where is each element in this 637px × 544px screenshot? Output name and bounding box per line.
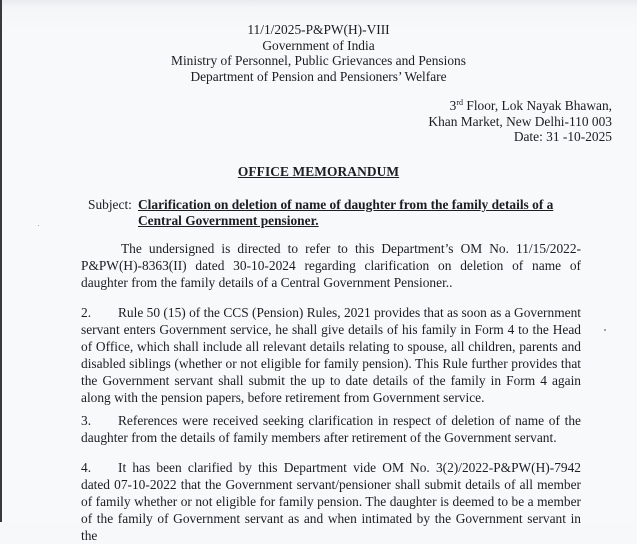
paragraph-text: Rule 50 (15) of the CCS (Pension) Rules, 2021 provides that as soon as a Government servant enters Government service, he shall give details of his family in Form 4 to the Head of Office, which shall include all relevant details relating to spouse, all children, parents and disabled siblings (whether or not eligible for family pension). This Rule further provides that the Government servant shall submit the up to date details of the family in Form 4 again along with the pension papers, before retirement from Government service. bbox=[81, 305, 581, 405]
paragraph-number: 3. bbox=[81, 413, 92, 428]
subject-text: Clarification on deletion of name of daughter from the family details of a Central Government pensioner. bbox=[138, 197, 554, 228]
paragraph-4 bbox=[81, 459, 581, 544]
floor-suffix: rd bbox=[456, 98, 464, 107]
paragraph-text: References were received seeking clarification in respect of deletion of name of the daughter from the details of family members after retirement of the Government servant. bbox=[81, 413, 581, 445]
paragraph-text: It has been clarified by this Department vide OM No. 3(2)/2022-P&PW(H)-7942 dated 07-10-2022 that the Government servant/pensioner shall submit details of all member of family whether or not eligible for family pension. The daughter is deemed to be a member of the family of Government servant as and when intimated by the Government servant in the bbox=[81, 460, 581, 543]
subject-label: Subject: bbox=[88, 197, 132, 212]
paragraph-number: 2. bbox=[81, 305, 92, 320]
letterhead bbox=[0, 22, 637, 84]
paragraph-2 bbox=[81, 304, 581, 406]
memo-title: OFFICE MEMORANDUM bbox=[237, 164, 400, 179]
address-line-2: Khan Market, New Delhi-110 003 bbox=[428, 113, 612, 129]
paragraph-text: The undersigned is directed to refer to this Department’s OM No. 11/15/2022-P&PW(H)-8363(II) dated 30-10-2024 regarding clarification on deletion of name of daughter from the family details of a Central Government Pensioner.. bbox=[81, 241, 581, 290]
address-line-1-rest: Floor, Lok Nayak Bhawan, bbox=[463, 98, 612, 113]
government-name: Government of India bbox=[262, 37, 375, 53]
office-address bbox=[428, 98, 612, 145]
floor-number: 3 bbox=[449, 98, 457, 113]
department-name: Department of Pension and Pensioners’ Welfare bbox=[190, 68, 447, 84]
file-number: 11/1/2025-P&PW(H)-VIII bbox=[247, 22, 390, 37]
paragraph-3 bbox=[81, 412, 581, 446]
scan-speck bbox=[38, 225, 39, 226]
address-line-1 bbox=[428, 98, 612, 114]
paragraph-1 bbox=[81, 240, 581, 291]
scan-speck bbox=[604, 329, 606, 331]
paragraph-number: 4. bbox=[81, 460, 92, 475]
ministry-name: Ministry of Personnel, Public Grievances and Pensions bbox=[171, 53, 466, 68]
memo-date: Date: 31 -10-2025 bbox=[513, 129, 612, 144]
